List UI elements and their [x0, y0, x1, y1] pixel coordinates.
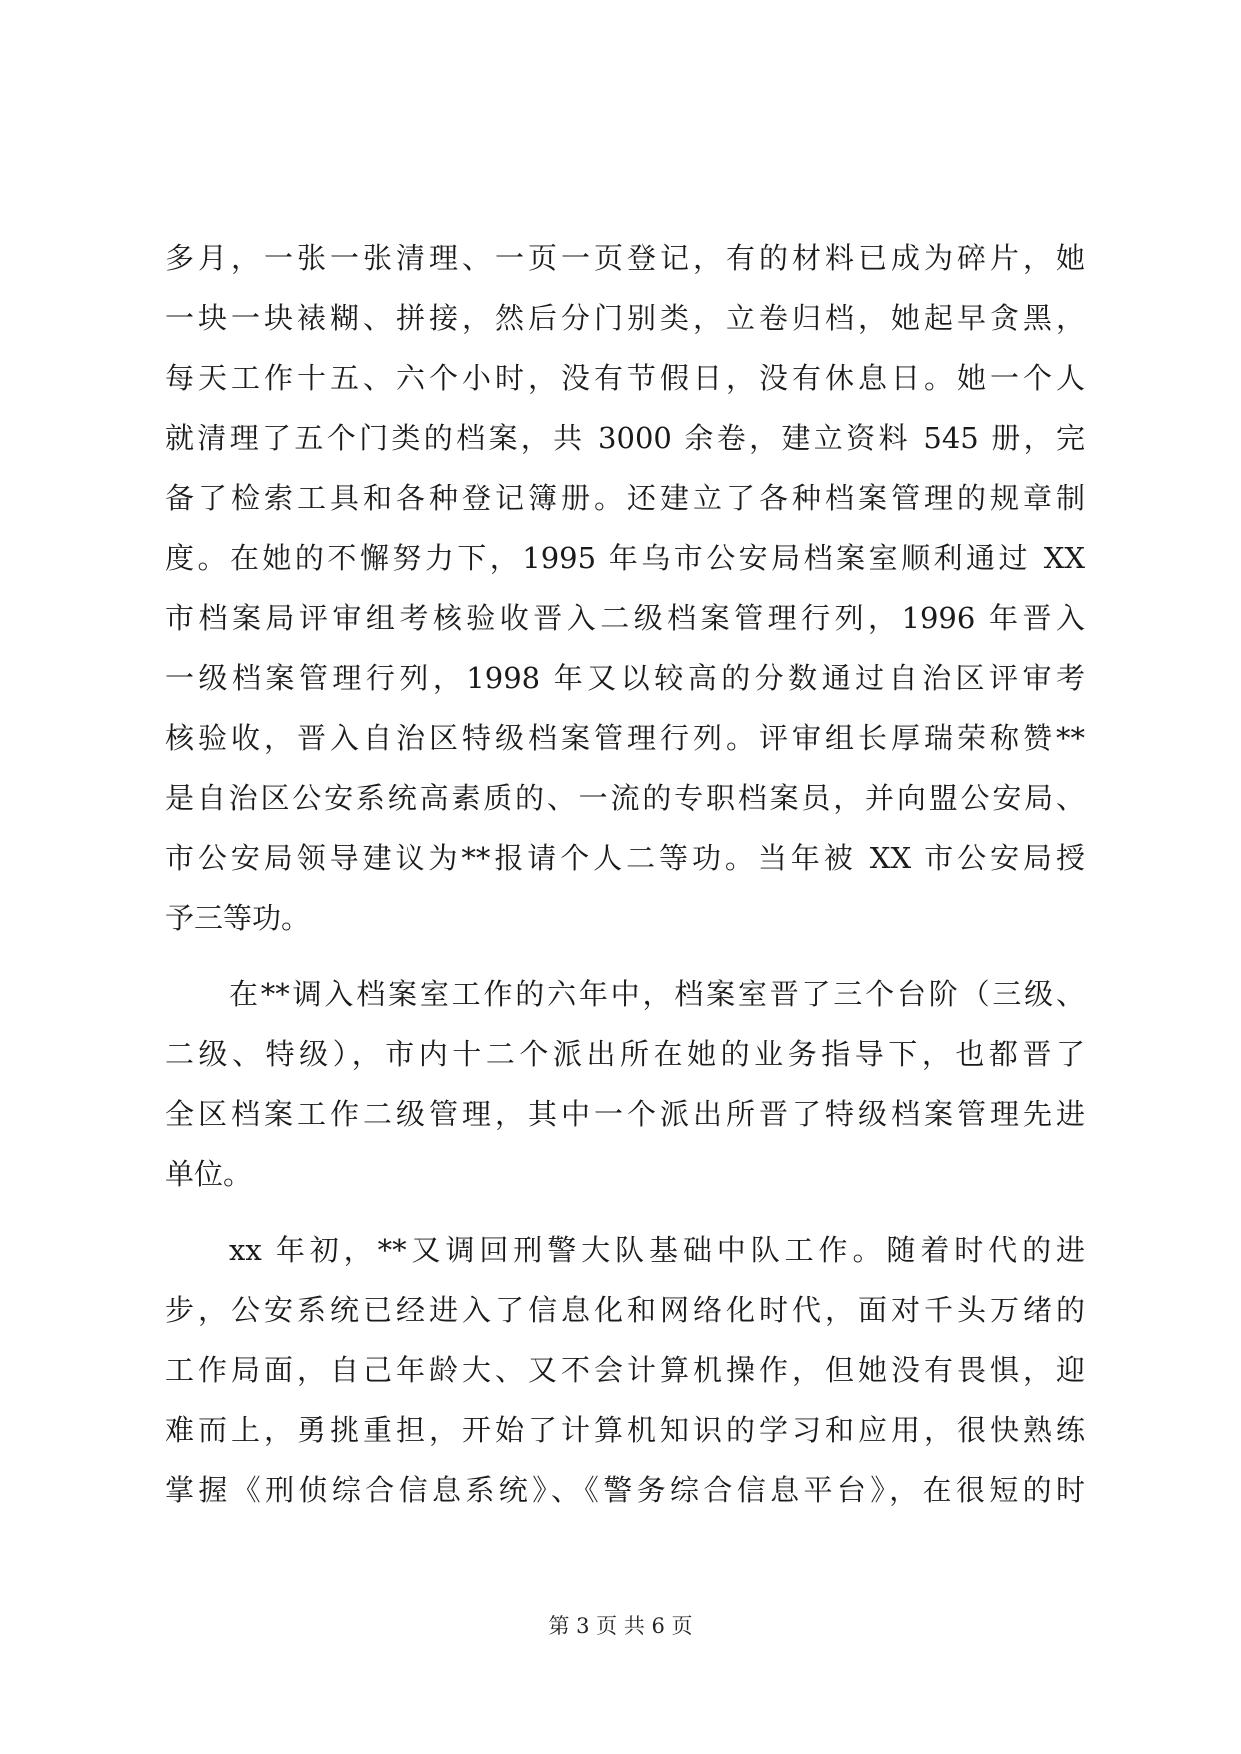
text-line: 难而上，勇挑重担，开始了计算机知识的学习和应用，很快熟练: [165, 1413, 1085, 1447]
text-line: 就清理了五个门类的档案，共 3000 余卷，建立资料 545 册，完: [165, 421, 1085, 455]
text-line: 备了检索工具和各种登记簿册。还建立了各种档案管理的规章制: [165, 481, 1085, 515]
text-line: 工作局面，自己年龄大、又不会计算机操作，但她没有畏惧，迎: [165, 1353, 1085, 1387]
text-line: 步，公安系统已经进入了信息化和网络化时代，面对千头万绪的: [165, 1293, 1085, 1327]
paragraph: [165, 964, 1085, 1204]
page-footer: [0, 1612, 1241, 1640]
text-line: 市档案局评审组考核验收晋入二级档案管理行列，1996 年晋入: [165, 601, 1085, 635]
text-line: 是自治区公安系统高素质的、一流的专职档案员，并向盟公安局、: [165, 781, 1085, 815]
text-line: 度。在她的不懈努力下，1995 年乌市公安局档案室顺利通过 XX: [165, 541, 1085, 575]
paragraph-gap: [165, 1204, 1085, 1220]
paragraph-gap: [165, 948, 1085, 964]
page-number: 第 3 页 共 6 页: [548, 1614, 693, 1638]
text-line: 市公安局领导建议为**报请个人二等功。当年被 XX 市公安局授: [165, 841, 1085, 875]
text-line: 掌握《刑侦综合信息系统》、《警务综合信息平台》，在很短的时: [165, 1473, 1085, 1507]
text-line: xx 年初，**又调回刑警大队基础中队工作。随着时代的进: [229, 1233, 1085, 1267]
text-line: 予三等功。: [165, 901, 311, 935]
paragraph: [165, 228, 1085, 948]
body-text: [165, 228, 1085, 1520]
text-line: 核验收，晋入自治区特级档案管理行列。评审组长厚瑞荣称赞**: [165, 721, 1085, 755]
text-line: 全区档案工作二级管理，其中一个派出所晋了特级档案管理先进: [165, 1097, 1085, 1131]
text-line: 每天工作十五、六个小时，没有节假日，没有休息日。她一个人: [165, 361, 1085, 395]
text-line: 二级、特级），市内十二个派出所在她的业务指导下，也都晋了: [165, 1037, 1085, 1071]
text-line: 单位。: [165, 1157, 253, 1191]
text-line: 在**调入档案室工作的六年中，档案室晋了三个台阶（三级、: [229, 977, 1085, 1011]
text-line: 一块一块裱糊、拼接，然后分门别类，立卷归档，她起早贪黑，: [165, 301, 1085, 335]
text-line: 一级档案管理行列，1998 年又以较高的分数通过自治区评审考: [165, 661, 1085, 695]
paragraph: [165, 1220, 1085, 1520]
text-line: 多月，一张一张清理、一页一页登记，有的材料已成为碎片，她: [165, 241, 1085, 275]
